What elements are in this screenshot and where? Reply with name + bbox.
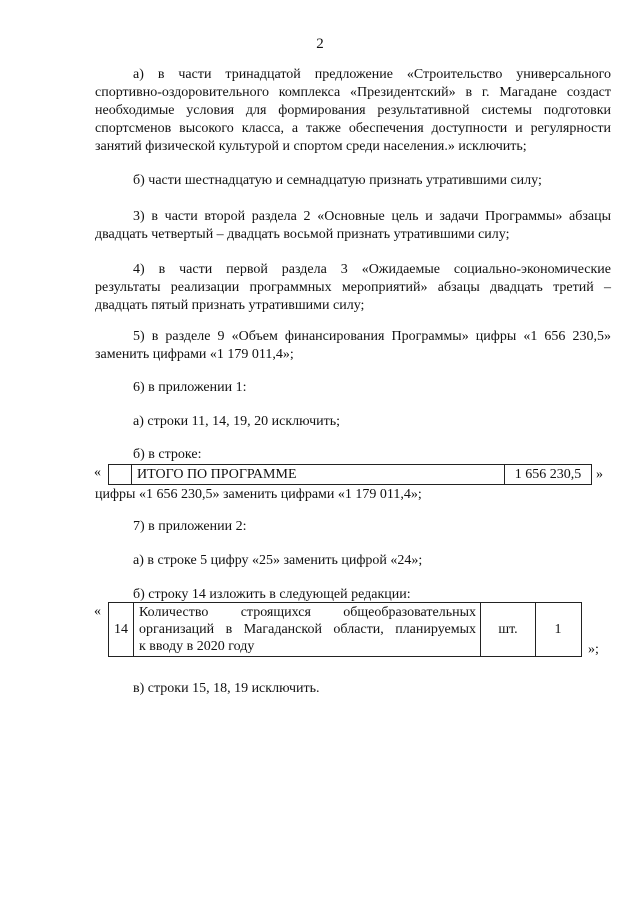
paragraph-7c: в) строки 15, 18, 19 исключить. xyxy=(133,681,320,696)
table-cell-empty xyxy=(109,465,132,484)
text-line: спортивно-оздоровительного комплекса «Президентский» в г. Магадане создаст xyxy=(95,85,611,100)
text-line: спортсменов высокого класса, а также обеспечения доступности и регулярности xyxy=(95,121,611,136)
open-quote: « xyxy=(94,604,101,619)
text-line: занятий физической культурой и спортом среди населения.» исключить; xyxy=(95,139,527,154)
text-line: 5) в разделе 9 «Объем финансирования Программы» цифры «1 656 230,5» xyxy=(133,329,611,344)
paragraph-6: 6) в приложении 1: xyxy=(133,380,247,395)
text-line: результаты реализации программных мероприятий» абзацы двадцать третий – xyxy=(95,280,611,295)
table-cell-number: 14 xyxy=(109,603,134,656)
paragraph-6b: б) в строке: xyxy=(133,447,202,462)
text-line: 3) в части второй раздела 2 «Основные цель и задачи Программы» абзацы xyxy=(133,209,611,224)
paragraph-7a: а) в строке 5 цифру «25» заменить цифрой «24»; xyxy=(133,553,423,568)
paragraph-5 xyxy=(95,328,611,364)
table-total-row xyxy=(94,464,614,486)
text-line: 4) в части первой раздела 3 «Ожидаемые социально-экономические xyxy=(133,262,611,277)
table-cell-value: 1 656 230,5 xyxy=(514,467,582,482)
close-quote: » xyxy=(596,467,603,482)
text-line: необходимые условия для формирования результативной системы подготовки xyxy=(95,103,611,118)
text-line: а) в части тринадцатой предложение «Строительство универсального xyxy=(133,67,611,82)
table-cell-value: 1 xyxy=(554,622,562,637)
table-cell-description xyxy=(133,603,481,656)
table-cell-unit: шт. xyxy=(481,603,536,656)
text-line: к вводу в 2020 году xyxy=(139,639,255,654)
table-row xyxy=(108,602,582,657)
open-quote: « xyxy=(94,465,101,480)
paragraph-b-parts: б) части шестнадцатую и семнадцатую признать утратившими силу; xyxy=(133,173,542,188)
text-line: Количество строящихся общеобразовательных xyxy=(139,605,476,620)
paragraph-a-part13 xyxy=(95,66,611,156)
paragraph-3 xyxy=(95,208,611,244)
page-number: 2 xyxy=(316,36,324,52)
paragraph-4 xyxy=(95,261,611,315)
text-line: двадцать четвертый – двадцать восьмой признать утратившими силу; xyxy=(95,227,510,242)
text-line: организаций в Магаданской области, планируемых xyxy=(139,622,476,637)
paragraph-6a: а) строки 11, 14, 19, 20 исключить; xyxy=(133,414,340,429)
text-line: заменить цифрами «1 179 011,4»; xyxy=(95,347,294,362)
paragraph-7: 7) в приложении 2: xyxy=(133,519,247,534)
table-cell-label: ИТОГО ПО ПРОГРАММЕ xyxy=(131,465,505,484)
paragraph-6b-after: цифры «1 656 230,5» заменить цифрами «1 179 011,4»; xyxy=(95,487,422,502)
close-quote: »; xyxy=(588,642,599,657)
text-line: двадцать пятый признать утратившими силу; xyxy=(95,298,365,313)
paragraph-7b: б) строку 14 изложить в следующей редакции: xyxy=(133,587,411,602)
table-row-14 xyxy=(94,602,614,662)
table-row xyxy=(108,464,592,485)
